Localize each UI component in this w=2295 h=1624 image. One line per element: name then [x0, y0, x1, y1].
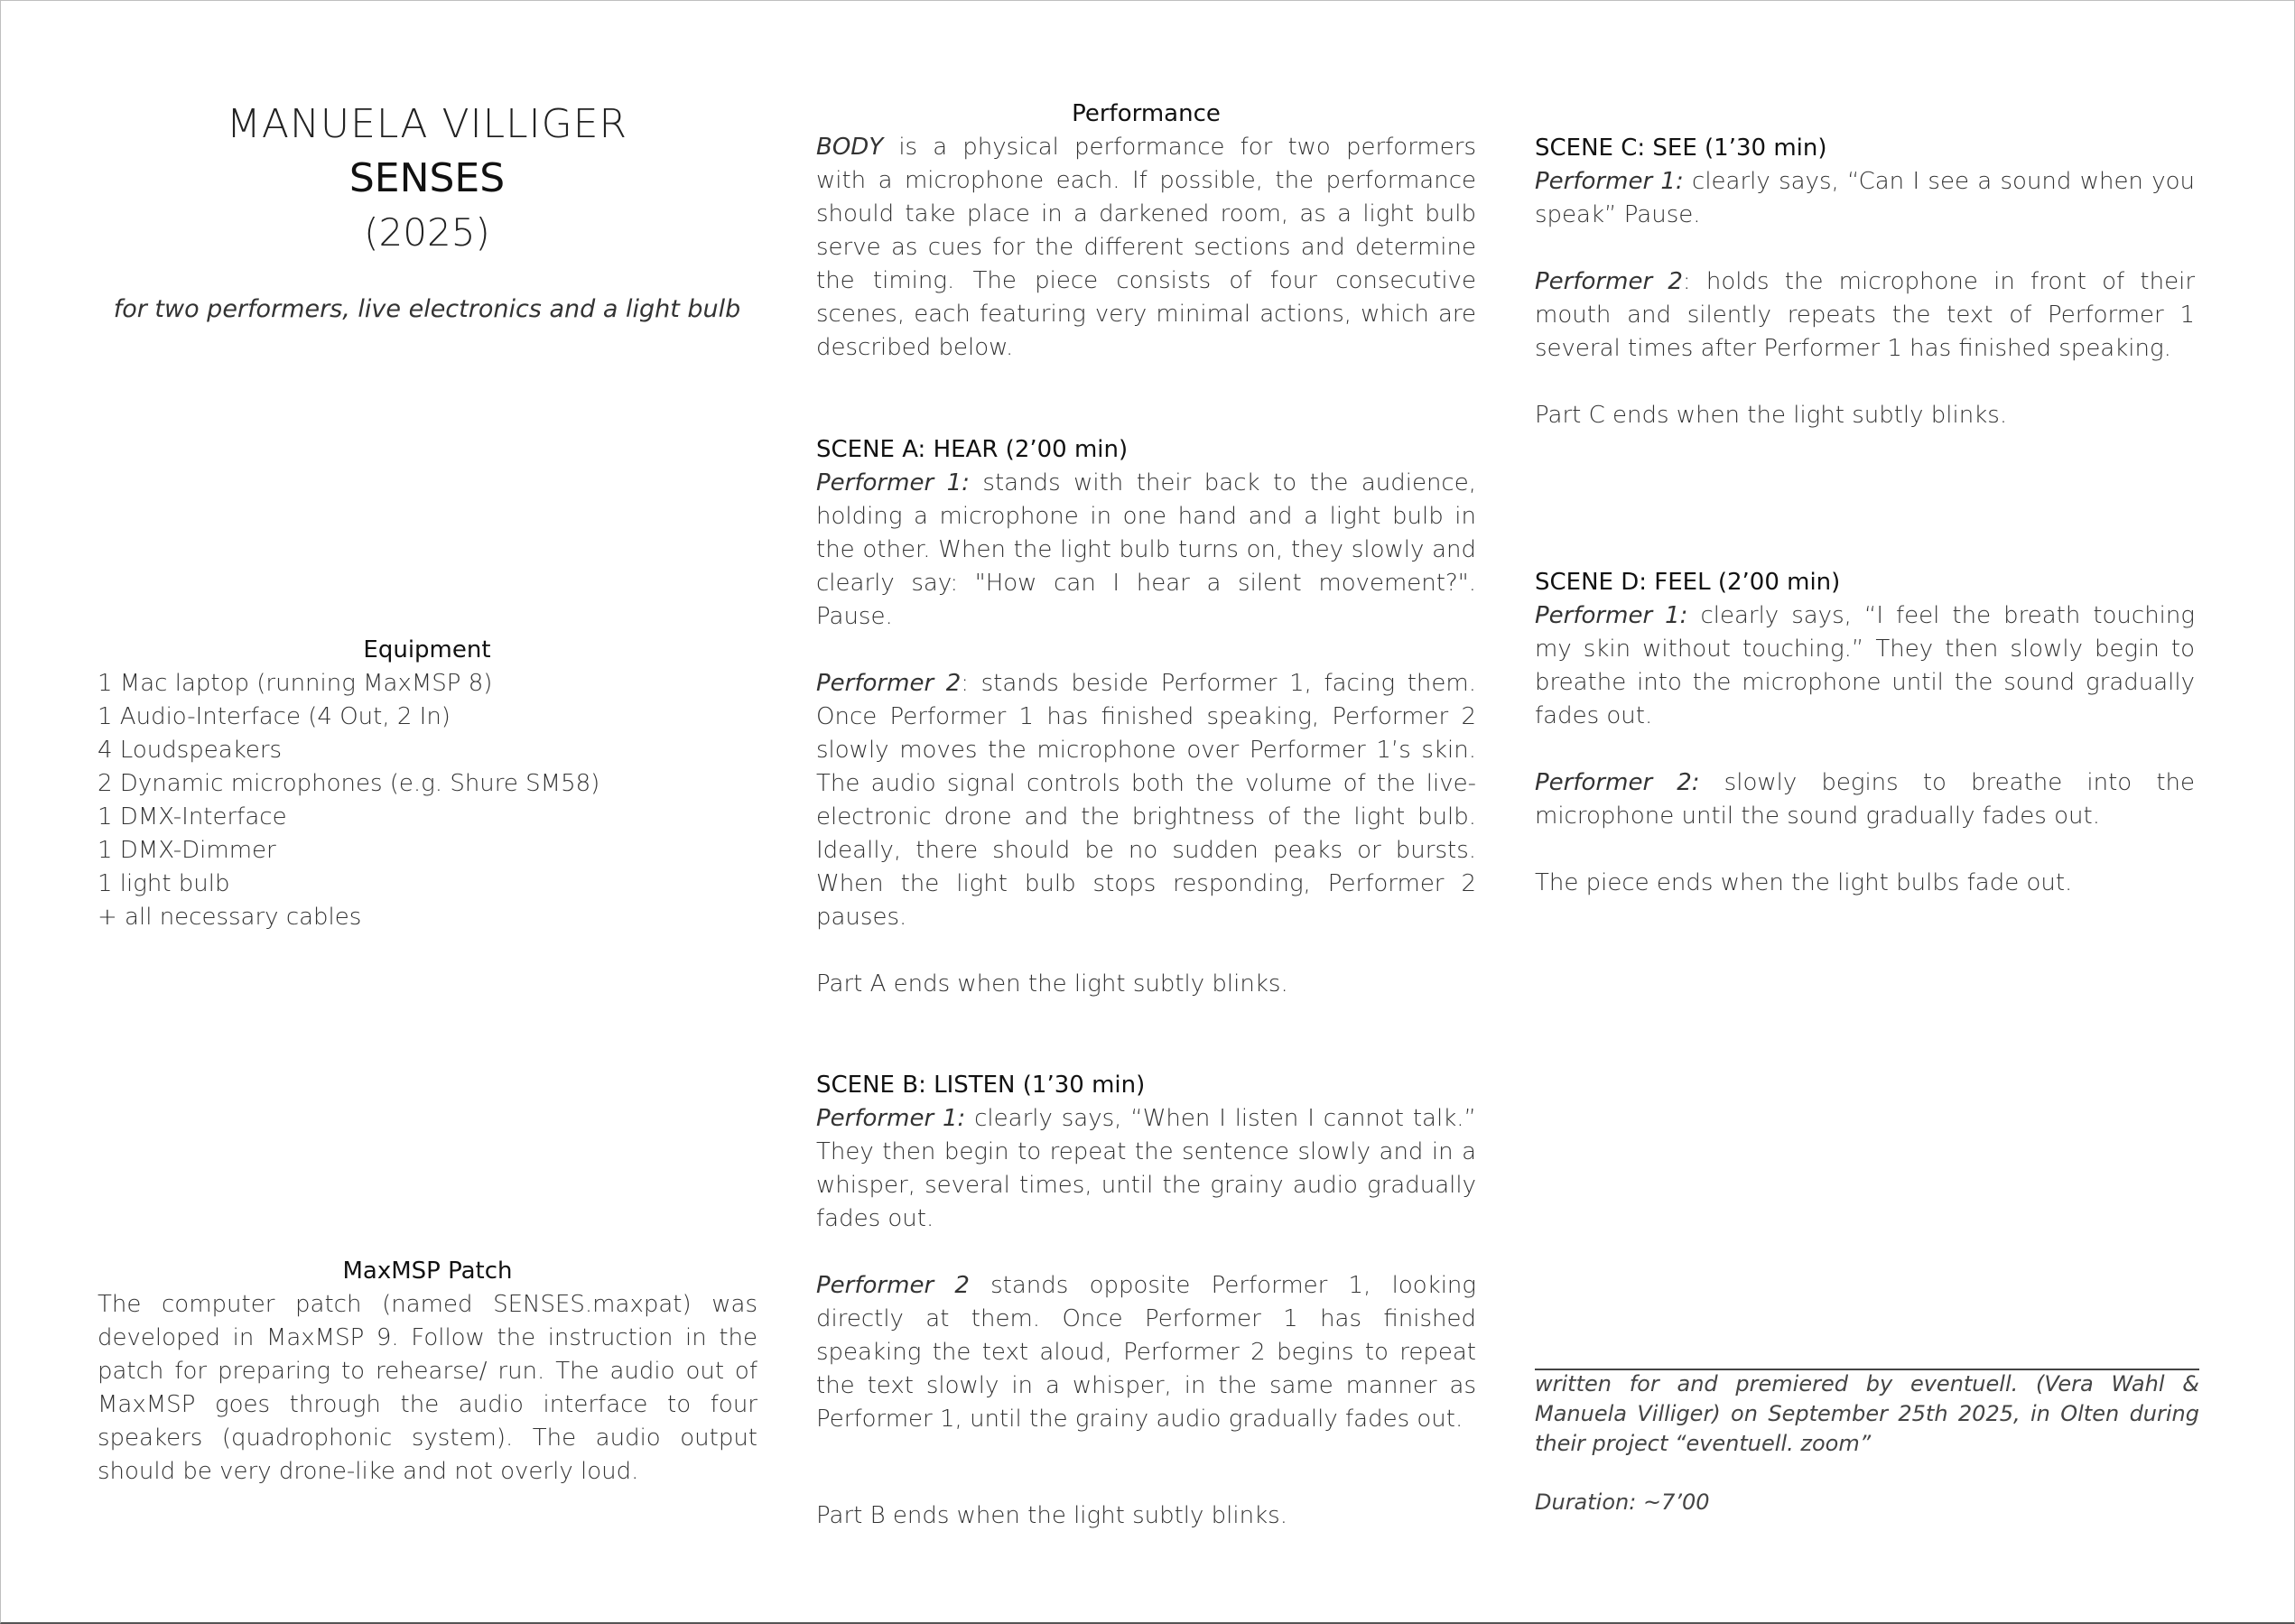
scene-c-end: Part C ends when the light subtly blinks. — [1535, 402, 2008, 429]
footer — [1535, 1369, 2199, 1517]
scene-b-end: Part B ends when the light subtly blinks. — [816, 1502, 1287, 1529]
performer-instruction: slowly begins to breathe into the microphone until the sound gradually fades out. — [1535, 769, 2195, 830]
performer-label: Performer 1: — [816, 469, 970, 496]
scene-d-performer-2 — [1535, 766, 2195, 833]
performer-label: Performer 1: — [816, 1105, 966, 1132]
performance-heading: Performance — [1072, 100, 1221, 127]
performer-label: Performer 1: — [1535, 168, 1684, 195]
performer-label: Performer 1: — [1535, 602, 1688, 629]
performer-label: Performer 2 — [1535, 268, 1683, 295]
performer-instruction: : holds the microphone in front of their mouth and silently repeats the text of Performer 1 several times after Performer 1 has finished speaking. — [1535, 268, 2196, 362]
maxmsp-text: The computer patch (named SENSES.maxpat) was developed in MaxMSP 9. Follow the instruction in the patch for preparing to rehearse/ run. The audio out of MaxMSP goes through the audio interface to four speakers (quadrophonic system). The audio output should be very drone-like and not overly loud. — [98, 1291, 757, 1485]
scene-c-performer-2 — [1535, 265, 2195, 366]
performer-label: Performer 2 — [816, 1272, 970, 1299]
scene-d-heading: SCENE D: FEEL (2’00 min) — [1535, 569, 1841, 596]
scene-a-end: Part A ends when the light subtly blinks. — [816, 970, 1288, 998]
equipment-item: 1 Mac laptop (running MaxMSP 8) — [98, 670, 493, 697]
scene-a-performer-1 — [816, 467, 1476, 634]
equipment-item: 1 Audio-Interface (4 Out, 2 In) — [98, 703, 451, 730]
premiere-credit: written for and premiered by eventuell. (Vera Wahl & Manuela Villiger) on September 25th 2025, in Olten during their project “eventuell. zoom” — [1535, 1371, 2199, 1456]
performer-instruction: clearly says, “I feel the breath touching my skin without touching.” They then slowly begin to breathe into the microphone until the sound gradually fades out. — [1535, 602, 2195, 729]
scene-d-performer-1 — [1535, 599, 2195, 733]
performer-label: Performer 2: — [1535, 769, 1700, 796]
title-block — [98, 97, 757, 326]
scene-c-heading: SCENE C: SEE (1’30 min) — [1535, 135, 1827, 162]
equipment-item: 1 DMX-Interface — [98, 803, 287, 831]
scene-a-section — [816, 433, 1476, 1001]
scene-a-performer-2 — [816, 667, 1476, 934]
performer-instruction: clearly says, “Can I see a sound when you speak” Pause. — [1535, 168, 2195, 228]
performer-instruction: clearly says, “When I listen I cannot talk.” They then begin to repeat the sentence slowly and in a whisper, several times, until the grainy audio gradually fades out. — [816, 1105, 1476, 1232]
equipment-section — [98, 634, 757, 934]
scene-c-performer-1 — [1535, 165, 2195, 232]
equipment-item: 1 light bulb — [98, 870, 230, 897]
maxmsp-section — [98, 1255, 757, 1489]
equipment-item: 2 Dynamic microphones (e.g. Shure SM58) — [98, 770, 600, 797]
scene-b-section — [816, 1069, 1476, 1533]
equipment-item: + all necessary cables — [98, 904, 362, 931]
equipment-item: 1 DMX-Dimmer — [98, 837, 276, 864]
scene-b-performer-2 — [816, 1269, 1476, 1436]
work-title: SENSES — [348, 155, 506, 201]
scene-b-performer-1 — [816, 1102, 1476, 1236]
composer-name: MANUELA VILLIGER — [226, 101, 628, 147]
scene-a-heading: SCENE A: HEAR (2’00 min) — [816, 436, 1129, 463]
equipment-heading: Equipment — [363, 636, 491, 664]
work-year: (2025) — [364, 210, 490, 255]
performer-instruction: : stands beside Performer 1, facing them. Once Performer 1 has finished speaking, Performer 2 slowly moves the microphone over Performer 1’s skin. The audio signal controls both the volume of the live-electronic drone and the brightness of the light bulb. Ideally, there should be no sudden peaks or bursts. When the light bulb stops responding, Performer 2 pauses. — [816, 670, 1476, 931]
duration: Duration: ~7’00 — [1535, 1489, 1710, 1515]
performance-description: is a physical performance for two performers with a microphone each. If possible, the performance should take place in a darkened room, as a light bulb serve as cues for the different sections and determine the timing. The piece consists of four consecutive scenes, each featuring very minimal actions, which are described below. — [816, 134, 1476, 361]
performer-label: Performer 2 — [816, 670, 962, 697]
scene-b-heading: SCENE B: LISTEN (1’30 min) — [816, 1072, 1146, 1099]
scene-d-end: The piece ends when the light bulbs fade out. — [1535, 869, 2073, 896]
scene-d-section — [1535, 566, 2195, 900]
equipment-item: 4 Loudspeakers — [98, 737, 283, 764]
performance-section — [816, 97, 1476, 365]
maxmsp-heading: MaxMSP Patch — [342, 1257, 513, 1285]
scene-c-section — [1535, 132, 2195, 432]
performer-instruction: stands opposite Performer 1, looking directly at them. Once Performer 1 has finished speaking the text aloud, Performer 2 begins to repeat the text slowly in a whisper, in the same manner as Performer 1, until the grainy audio gradually fades out. — [816, 1272, 1476, 1433]
work-reference: BODY — [816, 134, 884, 161]
work-subtitle: for two performers, live electronics and a light bulb — [113, 295, 741, 323]
performance-text — [816, 131, 1476, 365]
performer-instruction: stands with their back to the audience, holding a microphone in one hand and a light bulb in the other. When the light bulb turns on, they slowly and clearly say: "How can I hear a silent movement?". Pause. — [816, 469, 1476, 630]
